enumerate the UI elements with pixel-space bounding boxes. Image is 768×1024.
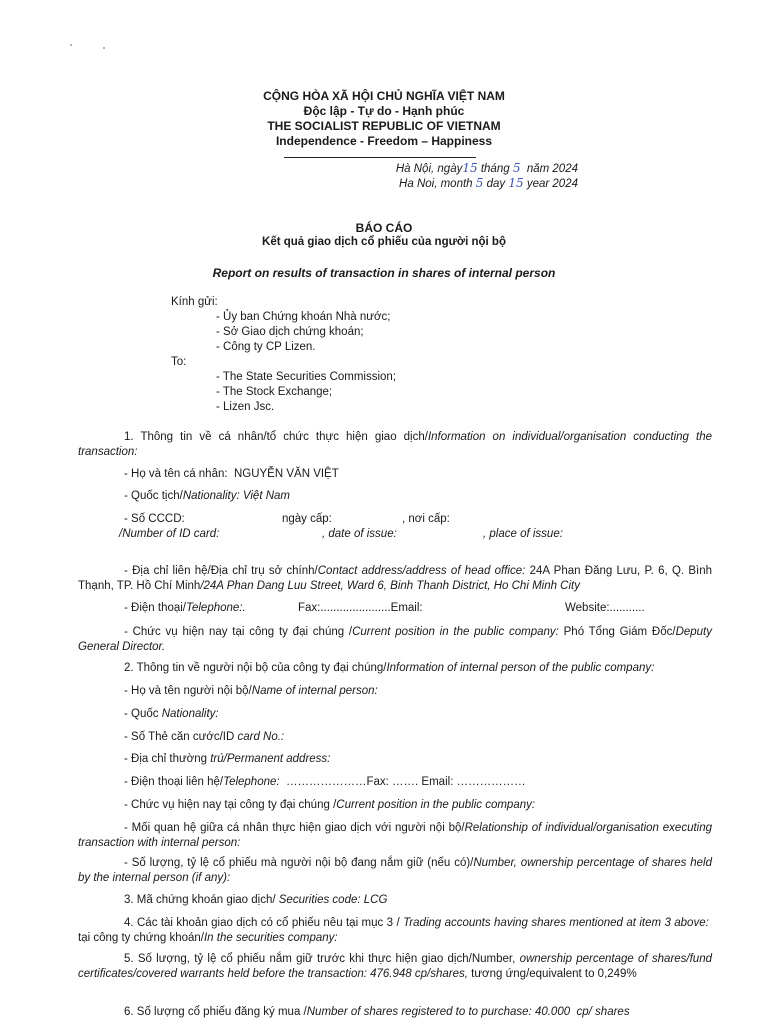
- scan-speck: [70, 44, 72, 46]
- recipient-en-2: - The Stock Exchange;: [216, 386, 333, 398]
- report-title-en: Report on results of transaction in shares of internal person: [212, 266, 556, 280]
- s1-address: - Địa chỉ liên hệ/Địa chỉ trụ sở chính/Contact address/address of head office: 24A Phan Đăng Lưu, P. 6, Q. Bình Thạnh, TP. Hồ Chí Minh/24A Phan Dang Luu Street, Ward 6, Binh Thanh District, Ho Chi Minh City: [78, 565, 713, 592]
- s1-cccd-place: , nơi cấp:: [402, 513, 450, 525]
- date-en-year: year 2024: [526, 178, 578, 190]
- recipient-en-1: - The State Securities Commission;: [216, 371, 397, 383]
- recipient-vn-3: - Công ty CP Lizen.: [216, 341, 316, 353]
- handwritten-month: 5: [512, 161, 521, 175]
- recipient-en-3: - Lizen Jsc.: [216, 401, 275, 413]
- header-underline: [284, 157, 476, 158]
- s1-id-date-en: , date of issue:: [322, 528, 397, 540]
- section-1-heading: 1. Thông tin về cá nhân/tổ chức thực hiện giao dịch/Information on individual/organisation conducting the transaction:: [78, 431, 712, 458]
- s2-phone: - Điện thoại liên hệ/Telephone: …………………Fax: ……. Email: ………………: [124, 776, 526, 788]
- header-motto-vn: Độc lập - Tự do - Hạnh phúc: [303, 104, 465, 118]
- handwritten-day-en: 15: [508, 176, 524, 190]
- date-line-vn: [200, 161, 578, 177]
- header-country-en: THE SOCIALIST REPUBLIC OF VIETNAM: [267, 119, 501, 133]
- recipients-label-en: To:: [171, 356, 187, 368]
- s1-id-place-en: , place of issue:: [483, 528, 563, 540]
- section-6-registered-purchase: 6. Số lượng cổ phiếu đăng ký mua /Number of shares registered to to purchase: 40.000 cp/ shares: [124, 1006, 630, 1018]
- s1-name-value: NGUYỄN VĂN VIỆT: [233, 468, 339, 480]
- handwritten-day: 15: [462, 161, 478, 175]
- report-subtitle-vn: Kết quả giao dịch cổ phiếu của người nội bộ: [262, 236, 506, 248]
- section-2-heading: 2. Thông tin về người nội bộ của công ty đại chúng/Information of internal person of the public company:: [124, 662, 655, 674]
- section-4-accounts: 4. Các tài khoản giao dịch có cổ phiếu nêu tại mục 3 / Trading accounts having shares mentioned at item 3 above: tại công ty chứng khoán/In the securities company:: [78, 917, 709, 944]
- date-vn-year: năm 2024: [526, 163, 578, 175]
- s2-nationality: - Quốc Nationality:: [124, 708, 219, 720]
- s1-cccd-date: ngày cấp:: [282, 513, 332, 525]
- s2-position: - Chức vụ hiện nay tại công ty đại chúng /Current position in the public company:: [124, 799, 536, 811]
- s1-nationality-row: - Quốc tịch/Nationality: Việt Nam: [124, 490, 290, 502]
- s2-relationship: - Mối quan hệ giữa cá nhân thực hiện giao dịch với người nội bộ/Relationship of individual/organisation executing transaction with internal person:: [78, 822, 713, 849]
- s1-id-en: /Number of ID card:: [119, 528, 220, 540]
- date-line-en: [200, 176, 578, 192]
- s1-phone-row: - Điện thoại/Telephone:.: [124, 602, 246, 614]
- s2-name: - Họ và tên người nội bộ/Name of internal person:: [124, 685, 378, 697]
- date-vn-prefix: Hà Nội, ngày: [395, 163, 463, 175]
- handwritten-month-en: 5: [475, 176, 484, 190]
- s2-id-card: - Số Thẻ căn cước/ID card No.:: [124, 731, 285, 743]
- date-en-prefix: Ha Noi, month: [399, 178, 473, 190]
- report-title-vn: BÁO CÁO: [355, 221, 413, 235]
- recipient-vn-1: - Ủy ban Chứng khoán Nhà nước;: [216, 311, 391, 323]
- s2-ownership: - Số lượng, tỷ lệ cổ phiếu mà người nội bộ đang nắm giữ (nếu có)/Number, ownership percentage of shares held by the internal person (if any):: [78, 857, 712, 884]
- recipient-vn-2: - Sở Giao dịch chứng khoán;: [216, 326, 364, 338]
- s1-cccd-label: - Số CCCD:: [124, 513, 185, 525]
- header-country-vn: CỘNG HÒA XÃ HỘI CHỦ NGHĨA VIỆT NAM: [263, 89, 505, 103]
- s1-nationality-value: Việt Nam: [242, 490, 290, 502]
- s1-name-row: - Họ và tên cá nhân: NGUYỄN VĂN VIỆT: [124, 468, 339, 480]
- s1-fax-email: Fax:......................Email:: [298, 602, 423, 614]
- s1-website: Website:...........: [565, 602, 645, 614]
- scan-speck: [103, 47, 105, 49]
- s2-permanent-address: - Địa chỉ thường trú/Permanent address:: [124, 753, 331, 765]
- s1-position: - Chức vụ hiện nay tại công ty đại chúng /Current position in the public company: Phó Tổng Giám Đốc/Deputy General Director.: [78, 626, 712, 653]
- section-5-holdings-before: 5. Số lượng, tỷ lệ cổ phiếu nắm giữ trước khi thực hiện giao dịch/Number, ownership percentage of shares/fund certificates/covered warrants held before the transaction: 476.948 cp/shares, tương ứng/equivalent to 0,249%: [78, 953, 712, 980]
- date-en-day-word: day: [486, 178, 506, 190]
- recipients-label-vn: Kính gửi:: [171, 296, 218, 308]
- section-3-securities-code: 3. Mã chứng khoán giao dịch/ Securities code: LCG: [124, 894, 388, 906]
- date-vn-month-word: tháng: [480, 163, 510, 175]
- header-motto-en: Independence - Freedom – Happiness: [275, 134, 493, 148]
